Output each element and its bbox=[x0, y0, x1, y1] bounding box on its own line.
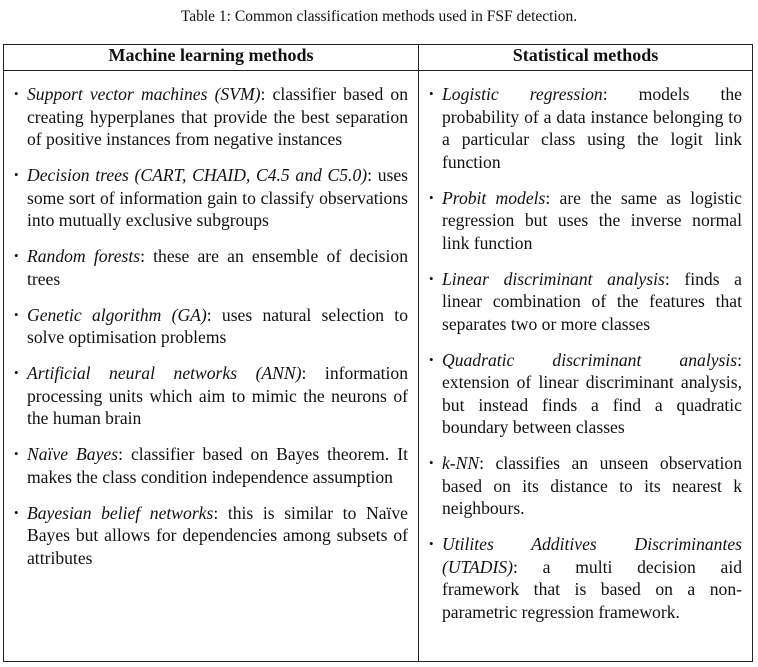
method-term: k-NN bbox=[442, 453, 480, 473]
method-description: : a multi decision aid framework that is based on a non-parametric regression framework. bbox=[442, 556, 742, 622]
method-description: : extension of linear discriminant analysis, but instead finds a find a quadratic boundary between classes bbox=[442, 349, 742, 437]
list-item bbox=[429, 83, 742, 173]
method-term: Bayesian belief networks bbox=[27, 502, 214, 523]
method-description: : are the same as logistic regression but uses the inverse normal link function bbox=[442, 187, 742, 253]
method-description: : models the probability of a data instance belonging to a particular class using the logit link function bbox=[442, 84, 742, 172]
list-item bbox=[14, 245, 408, 290]
method-term: Support vector machines (SVM) bbox=[27, 84, 261, 104]
method-description: : classifies an unseen observation based on its distance to its nearest k neighbours. bbox=[442, 453, 742, 518]
method-description: : classifier based on creating hyperplanes that provide the best separation of positive instances from negative instances bbox=[27, 84, 408, 149]
method-term: Naïve Bayes bbox=[27, 444, 119, 464]
method-term: Linear discriminant analysis bbox=[442, 268, 665, 289]
list-item bbox=[14, 502, 408, 570]
stat-cell bbox=[419, 71, 753, 662]
list-item bbox=[14, 443, 408, 488]
method-description: : these are an ensemble of decision trees bbox=[27, 246, 408, 289]
list-item bbox=[429, 533, 742, 623]
list-item bbox=[14, 304, 408, 349]
method-term: Logistic regression bbox=[442, 84, 603, 104]
header-row bbox=[4, 45, 753, 71]
method-term: Artificial neural networks (ANN) bbox=[27, 363, 302, 383]
stat-list bbox=[429, 83, 742, 623]
ml-list bbox=[14, 83, 408, 569]
method-term: Quadratic discriminant analysis bbox=[442, 349, 738, 370]
ml-cell bbox=[4, 71, 419, 662]
list-item bbox=[429, 268, 742, 336]
method-term: Utilites Additives Discriminantes (UTADIS) bbox=[442, 534, 742, 577]
list-item bbox=[14, 83, 408, 151]
method-term: Genetic algorithm (GA) bbox=[27, 304, 207, 325]
method-description: : uses some sort of information gain to classify observations into mutually exclusive subgroups bbox=[27, 165, 408, 230]
body-row bbox=[4, 71, 753, 662]
method-term: Random forests bbox=[27, 246, 141, 266]
method-description: : uses natural selection to solve optimisation problems bbox=[27, 304, 408, 347]
list-item bbox=[429, 349, 742, 439]
header-ml: Machine learning methods bbox=[4, 45, 419, 71]
list-item bbox=[14, 164, 408, 232]
method-term: Decision trees (CART, CHAID, C4.5 and C5.0) bbox=[27, 165, 368, 185]
method-description: : information processing units which aim to mimic the neurons of the human brain bbox=[27, 363, 408, 428]
list-item bbox=[429, 187, 742, 255]
methods-table bbox=[3, 44, 753, 662]
header-stat: Statistical methods bbox=[419, 45, 753, 71]
method-description: : classifier based on Bayes theorem. It makes the class condition independence assumption bbox=[27, 444, 408, 487]
method-description: : finds a linear combination of the features that separates two or more classes bbox=[442, 268, 742, 334]
method-term: Probit models bbox=[442, 187, 546, 208]
list-item bbox=[14, 362, 408, 430]
method-description: : this is similar to Naïve Bayes but allows for dependencies among subsets of attributes bbox=[27, 502, 408, 568]
list-item bbox=[429, 452, 742, 520]
table-caption: Table 1: Common classification methods used in FSF detection. bbox=[180, 8, 578, 25]
